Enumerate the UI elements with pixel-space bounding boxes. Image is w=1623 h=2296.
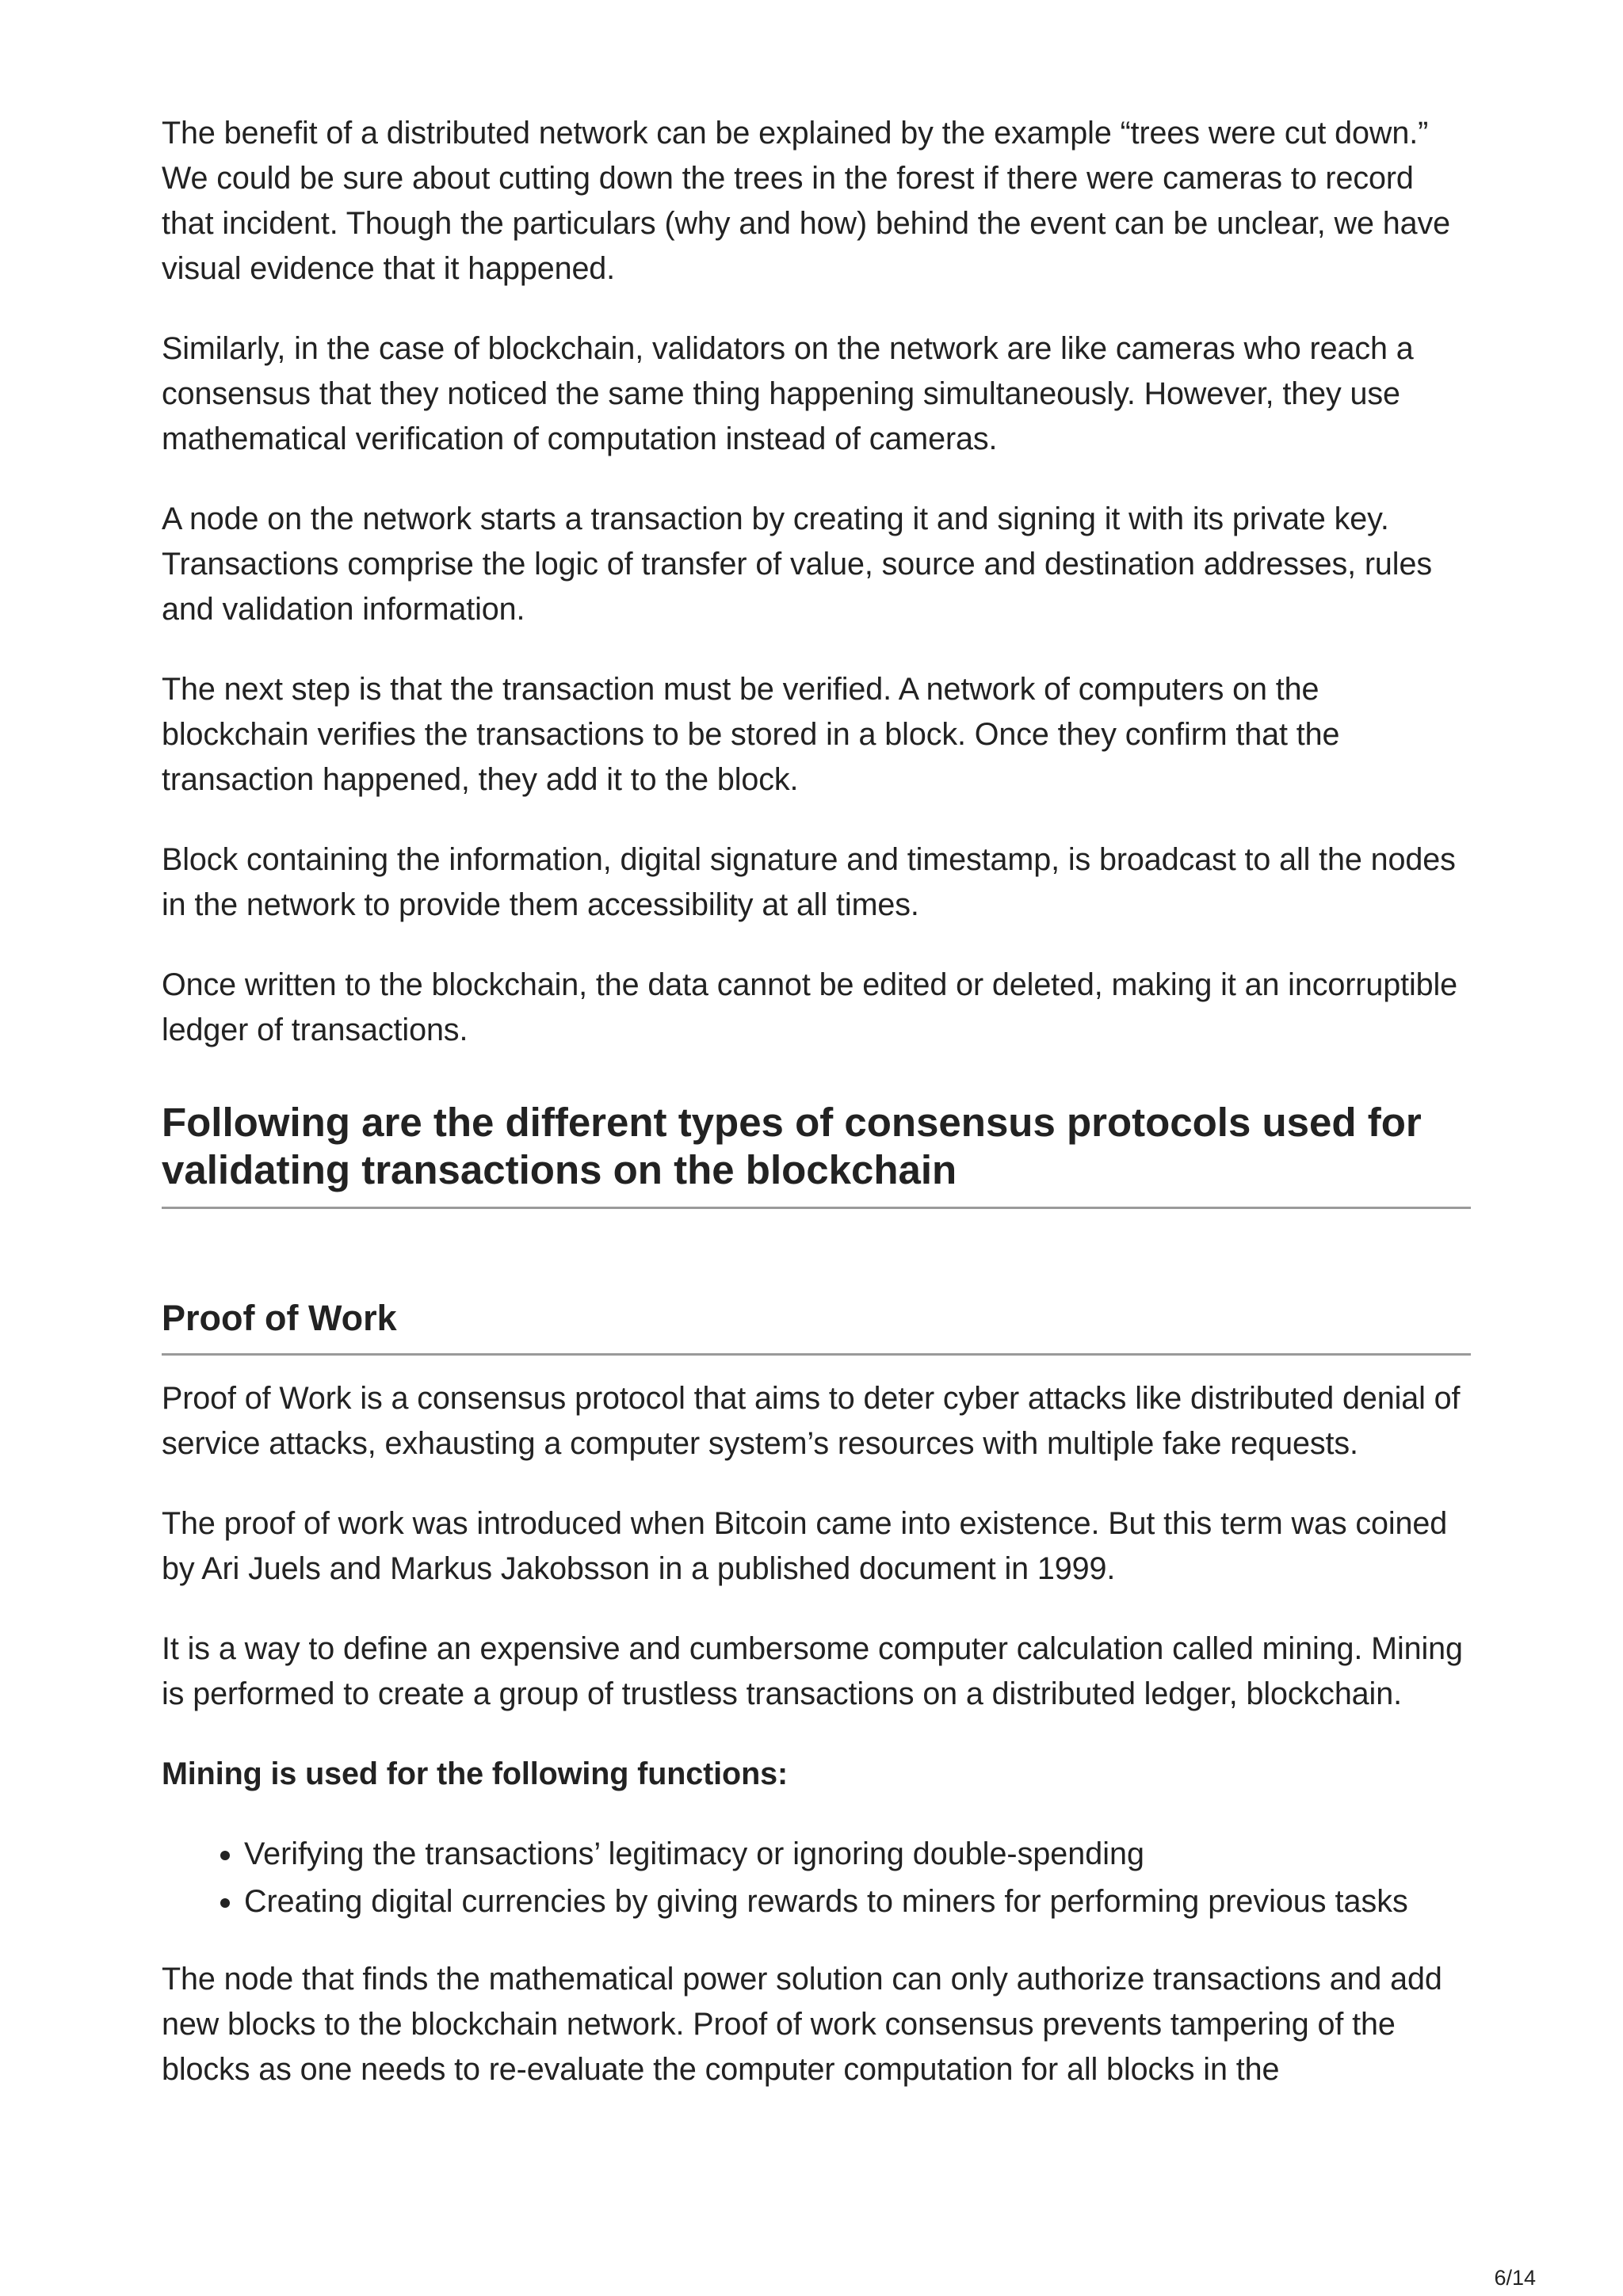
paragraph-pow-definition: Proof of Work is a consensus protocol that aims to deter cyber attacks like distributed denial of service attacks, exhausting a computer system’s resources with multiple fake requests. [162,1381,1461,1461]
paragraph-pow-mining: It is a way to define an expensive and cumbersome computer calculation called mining. Mining is performed to create a group of trustless transactions on a distributed ledger, blockchain. [162,1631,1463,1711]
paragraph-broadcast: Block containing the information, digital signature and timestamp, is broadcast to all the nodes in the network to provide them accessibility at all times. [162,842,1456,922]
paragraph-pow-history: The proof of work was introduced when Bitcoin came into existence. But this term was coined by Ari Juels and Markus Jakobsson in a published document in 1999. [162,1506,1448,1586]
subsection-heading-wrap [162,1296,1471,1356]
paragraph-distributed-network: The benefit of a distributed network can be explained by the example “trees were cut down.” We could be sure about cutting down the trees in the forest if there were cameras to record that incident. Though the particulars (why and how) behind the event can be unclear, we have visual evidence that it happened. [162,116,1450,286]
paragraph-node-transaction: A node on the network starts a transaction by creating it and signing it with its private key. Transactions comprise the logic of transfer of value, source and destination addresses, rules and validation information. [162,502,1432,627]
mining-functions-list [162,1830,1471,1925]
article-body [162,111,1471,2127]
paragraph-pow-closing: The node that finds the mathematical power solution can only authorize transactions and add new blocks to the blockchain network. Proof of work consensus prevents tampering of the blocks as one needs to re-evaluate the computer computation for all blocks in the [162,1962,1442,2087]
section-heading: Following are the different types of consensus protocols used for validating transactions on the blockchain [162,1100,1422,1192]
page-number: 6/14 [1494,2266,1536,2290]
paragraph-immutable: Once written to the blockchain, the data cannot be edited or deleted, making it an incorruptible ledger of transactions. [162,967,1458,1047]
subsection-heading-proof-of-work: Proof of Work [162,1298,397,1338]
list-item: • Verifying the transactions’ legitimacy or ignoring double-spending [244,1830,1471,1878]
paragraph-verification: The next step is that the transaction must be verified. A network of computers on the blockchain verifies the transactions to be stored in a block. Once they confirm that the transaction happened, they add it to the block. [162,672,1340,797]
paragraph-validators-cameras: Similarly, in the case of blockchain, validators on the network are like cameras who reach a consensus that they noticed the same thing happening simultaneously. However, they use mathematical verification of computation instead of cameras. [162,331,1414,456]
mining-functions-label: Mining is used for the following functions: [162,1756,789,1791]
section-heading-wrap [162,1099,1471,1209]
list-item: • Creating digital currencies by giving rewards to miners for performing previous tasks [244,1878,1471,1925]
